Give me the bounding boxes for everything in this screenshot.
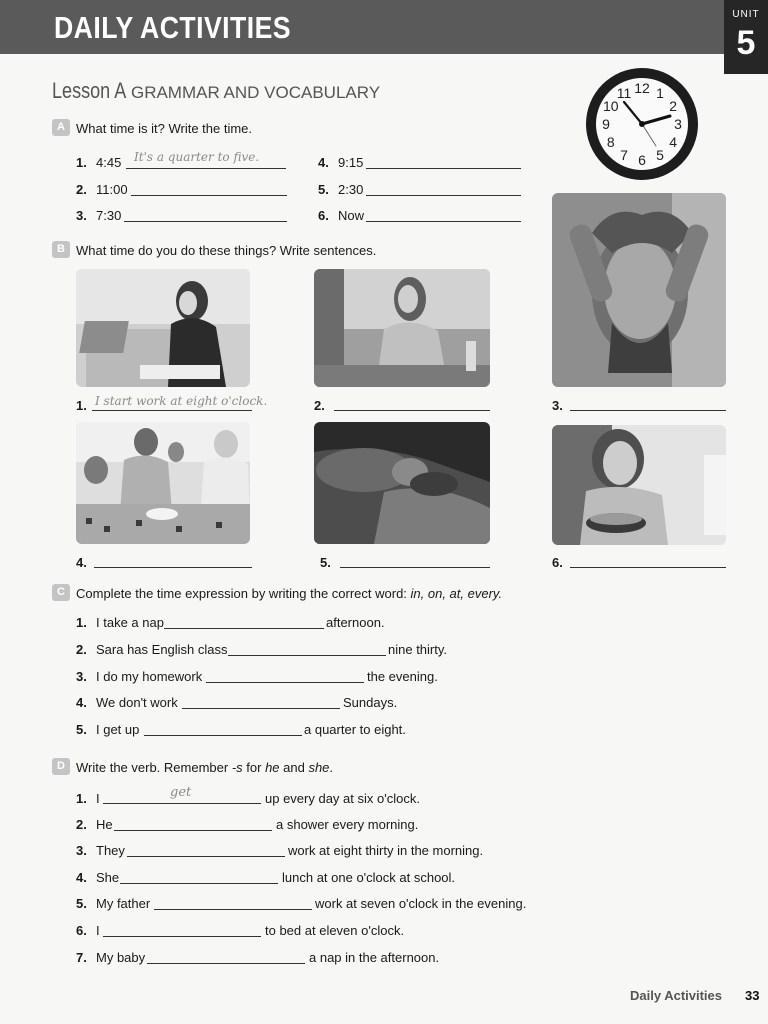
item-number: 3. <box>552 398 563 413</box>
page-title: DAILY ACTIVITIES <box>54 10 291 45</box>
answer-line[interactable] <box>114 830 272 831</box>
clock-numeral: 8 <box>606 134 615 150</box>
sentence-start: They <box>96 843 125 858</box>
clock-numeral: 1 <box>656 84 664 101</box>
section-c-badge: C <box>52 584 70 601</box>
sentence-end: work at eight thirty in the morning. <box>288 843 484 858</box>
answer-line[interactable] <box>164 628 324 629</box>
sentence-start: I take a nap <box>96 615 164 630</box>
wall-clock-image <box>584 66 700 182</box>
item-number: 2. <box>314 398 325 413</box>
clock-numeral: 5 <box>656 147 664 164</box>
clock-numeral: 6 <box>638 152 646 168</box>
family-eating-dinner-photo <box>76 422 250 544</box>
item-number: 4. <box>76 695 87 710</box>
item-number: 3. <box>76 208 87 223</box>
handwritten-answer: I start work at eight o'clock. <box>95 394 268 408</box>
sentence-start: My father <box>96 896 151 911</box>
sentence-end: afternoon. <box>326 615 385 630</box>
answer-line[interactable] <box>366 168 521 169</box>
woman-at-desk-photo <box>314 269 490 387</box>
clock-numeral: 9 <box>602 116 610 132</box>
instruction-emphasis: -s <box>231 760 243 775</box>
sentence-start: I do my homework <box>96 669 203 684</box>
item-number: 2. <box>76 182 87 197</box>
sentence-end: work at seven o'clock in the evening. <box>315 896 527 911</box>
girl-eating-cereal-photo <box>552 425 726 545</box>
unit-number: 5 <box>736 24 756 62</box>
time-prompt: 11:00 <box>96 182 128 197</box>
item-number: 1. <box>76 155 87 170</box>
clock-numeral: 7 <box>620 147 628 164</box>
section-c-instruction <box>76 586 502 601</box>
lesson-heading <box>52 78 380 104</box>
person-sleeping-in-bed-photo <box>314 422 490 544</box>
item-number: 5. <box>76 722 87 737</box>
time-prompt: 9:15 <box>338 155 364 170</box>
sentence-start: Sara has English class <box>96 642 228 657</box>
time-prompt: 2:30 <box>338 182 364 197</box>
section-a-badge: A <box>52 119 70 136</box>
item-number: 6. <box>76 923 87 938</box>
instruction-word-options: in, on, at, every. <box>410 586 503 601</box>
answer-line[interactable] <box>182 708 340 709</box>
section-b-instruction: What time do you do these things? Write sentences. <box>76 243 377 258</box>
answer-line[interactable] <box>127 856 285 857</box>
item-number: 2. <box>76 817 87 832</box>
item-number: 1. <box>76 791 87 806</box>
footer-chapter-label: Daily Activities <box>630 988 723 1003</box>
sentence-end: a quarter to eight. <box>304 722 406 737</box>
clock-numeral: 12 <box>634 80 650 96</box>
answer-line[interactable] <box>206 682 364 683</box>
sentence-start: I <box>96 923 100 938</box>
lesson-name: Lesson A <box>52 78 127 103</box>
item-number: 1. <box>76 398 87 413</box>
instruction-text: Complete the time expression by writing the correct word: <box>76 586 411 601</box>
instruction-text: Write the verb. Remember <box>76 760 232 775</box>
answer-line[interactable] <box>334 410 490 411</box>
answer-line[interactable] <box>120 883 278 884</box>
time-prompt: 4:45 <box>96 155 122 170</box>
time-prompt: 7:30 <box>96 208 122 223</box>
sentence-end: Sundays. <box>343 695 398 710</box>
page-number: 33 <box>745 988 760 1003</box>
instruction-emphasis: she <box>308 760 330 775</box>
answer-line[interactable] <box>103 936 261 937</box>
answer-line[interactable] <box>131 195 287 196</box>
answer-line[interactable] <box>154 909 312 910</box>
sentence-end: the evening. <box>367 669 438 684</box>
answer-line[interactable] <box>92 410 252 411</box>
woman-working-at-laptop-photo <box>76 269 250 387</box>
item-number: 4. <box>76 555 87 570</box>
sentence-start: She <box>96 870 120 885</box>
sentence-start: My baby <box>96 950 146 965</box>
answer-line[interactable] <box>124 221 287 222</box>
clock-numeral: 10 <box>603 98 619 114</box>
clock-numeral: 2 <box>669 98 678 114</box>
answer-line[interactable] <box>94 567 252 568</box>
sentence-end: a shower every morning. <box>276 817 419 832</box>
item-number: 5. <box>320 555 331 570</box>
answer-line[interactable] <box>144 735 302 736</box>
answer-line[interactable] <box>366 195 521 196</box>
answer-line[interactable] <box>126 168 286 169</box>
sentence-end: up every day at six o'clock. <box>265 791 420 806</box>
instruction-text: for <box>242 760 266 775</box>
sentence-end: lunch at one o'clock at school. <box>282 870 456 885</box>
sentence-start: He <box>96 817 113 832</box>
item-number: 1. <box>76 615 87 630</box>
instruction-emphasis: he <box>265 760 280 775</box>
time-prompt: Now <box>338 208 365 223</box>
handwritten-answer: It's a quarter to five. <box>134 150 260 164</box>
section-b-badge: B <box>52 241 70 258</box>
item-number: 6. <box>318 208 329 223</box>
item-number: 2. <box>76 642 87 657</box>
man-in-shower-photo <box>552 193 726 387</box>
sentence-end: to bed at eleven o'clock. <box>265 923 405 938</box>
unit-label: UNIT <box>732 9 760 20</box>
item-number: 7. <box>76 950 87 965</box>
section-d-instruction <box>76 760 333 775</box>
answer-line[interactable] <box>570 567 726 568</box>
instruction-text: and <box>279 760 309 775</box>
answer-line[interactable] <box>570 410 726 411</box>
handwritten-answer: get <box>170 785 192 800</box>
lesson-topic: GRAMMAR AND VOCABULARY <box>130 83 381 102</box>
sentence-start: I <box>96 791 100 806</box>
item-number: 3. <box>76 669 87 684</box>
answer-line[interactable] <box>228 655 386 656</box>
sentence-start: I get up <box>96 722 140 737</box>
sentence-end: a nap in the afternoon. <box>309 950 440 965</box>
section-d-badge: D <box>52 758 70 775</box>
clock-numeral: 4 <box>669 134 678 150</box>
clock-numeral: 11 <box>616 84 632 101</box>
instruction-text: . <box>329 760 334 775</box>
item-number: 4. <box>76 870 87 885</box>
sentence-start: We don't work <box>96 695 178 710</box>
clock-numeral: 3 <box>674 116 682 132</box>
answer-line[interactable] <box>366 221 521 222</box>
item-number: 3. <box>76 843 87 858</box>
answer-line[interactable] <box>147 963 305 964</box>
section-a-instruction: What time is it? Write the time. <box>76 121 253 136</box>
item-number: 4. <box>318 155 329 170</box>
sentence-end: nine thirty. <box>388 642 448 657</box>
item-number: 6. <box>552 555 563 570</box>
answer-line[interactable] <box>103 803 261 804</box>
item-number: 5. <box>318 182 329 197</box>
answer-line[interactable] <box>340 567 490 568</box>
item-number: 5. <box>76 896 87 911</box>
